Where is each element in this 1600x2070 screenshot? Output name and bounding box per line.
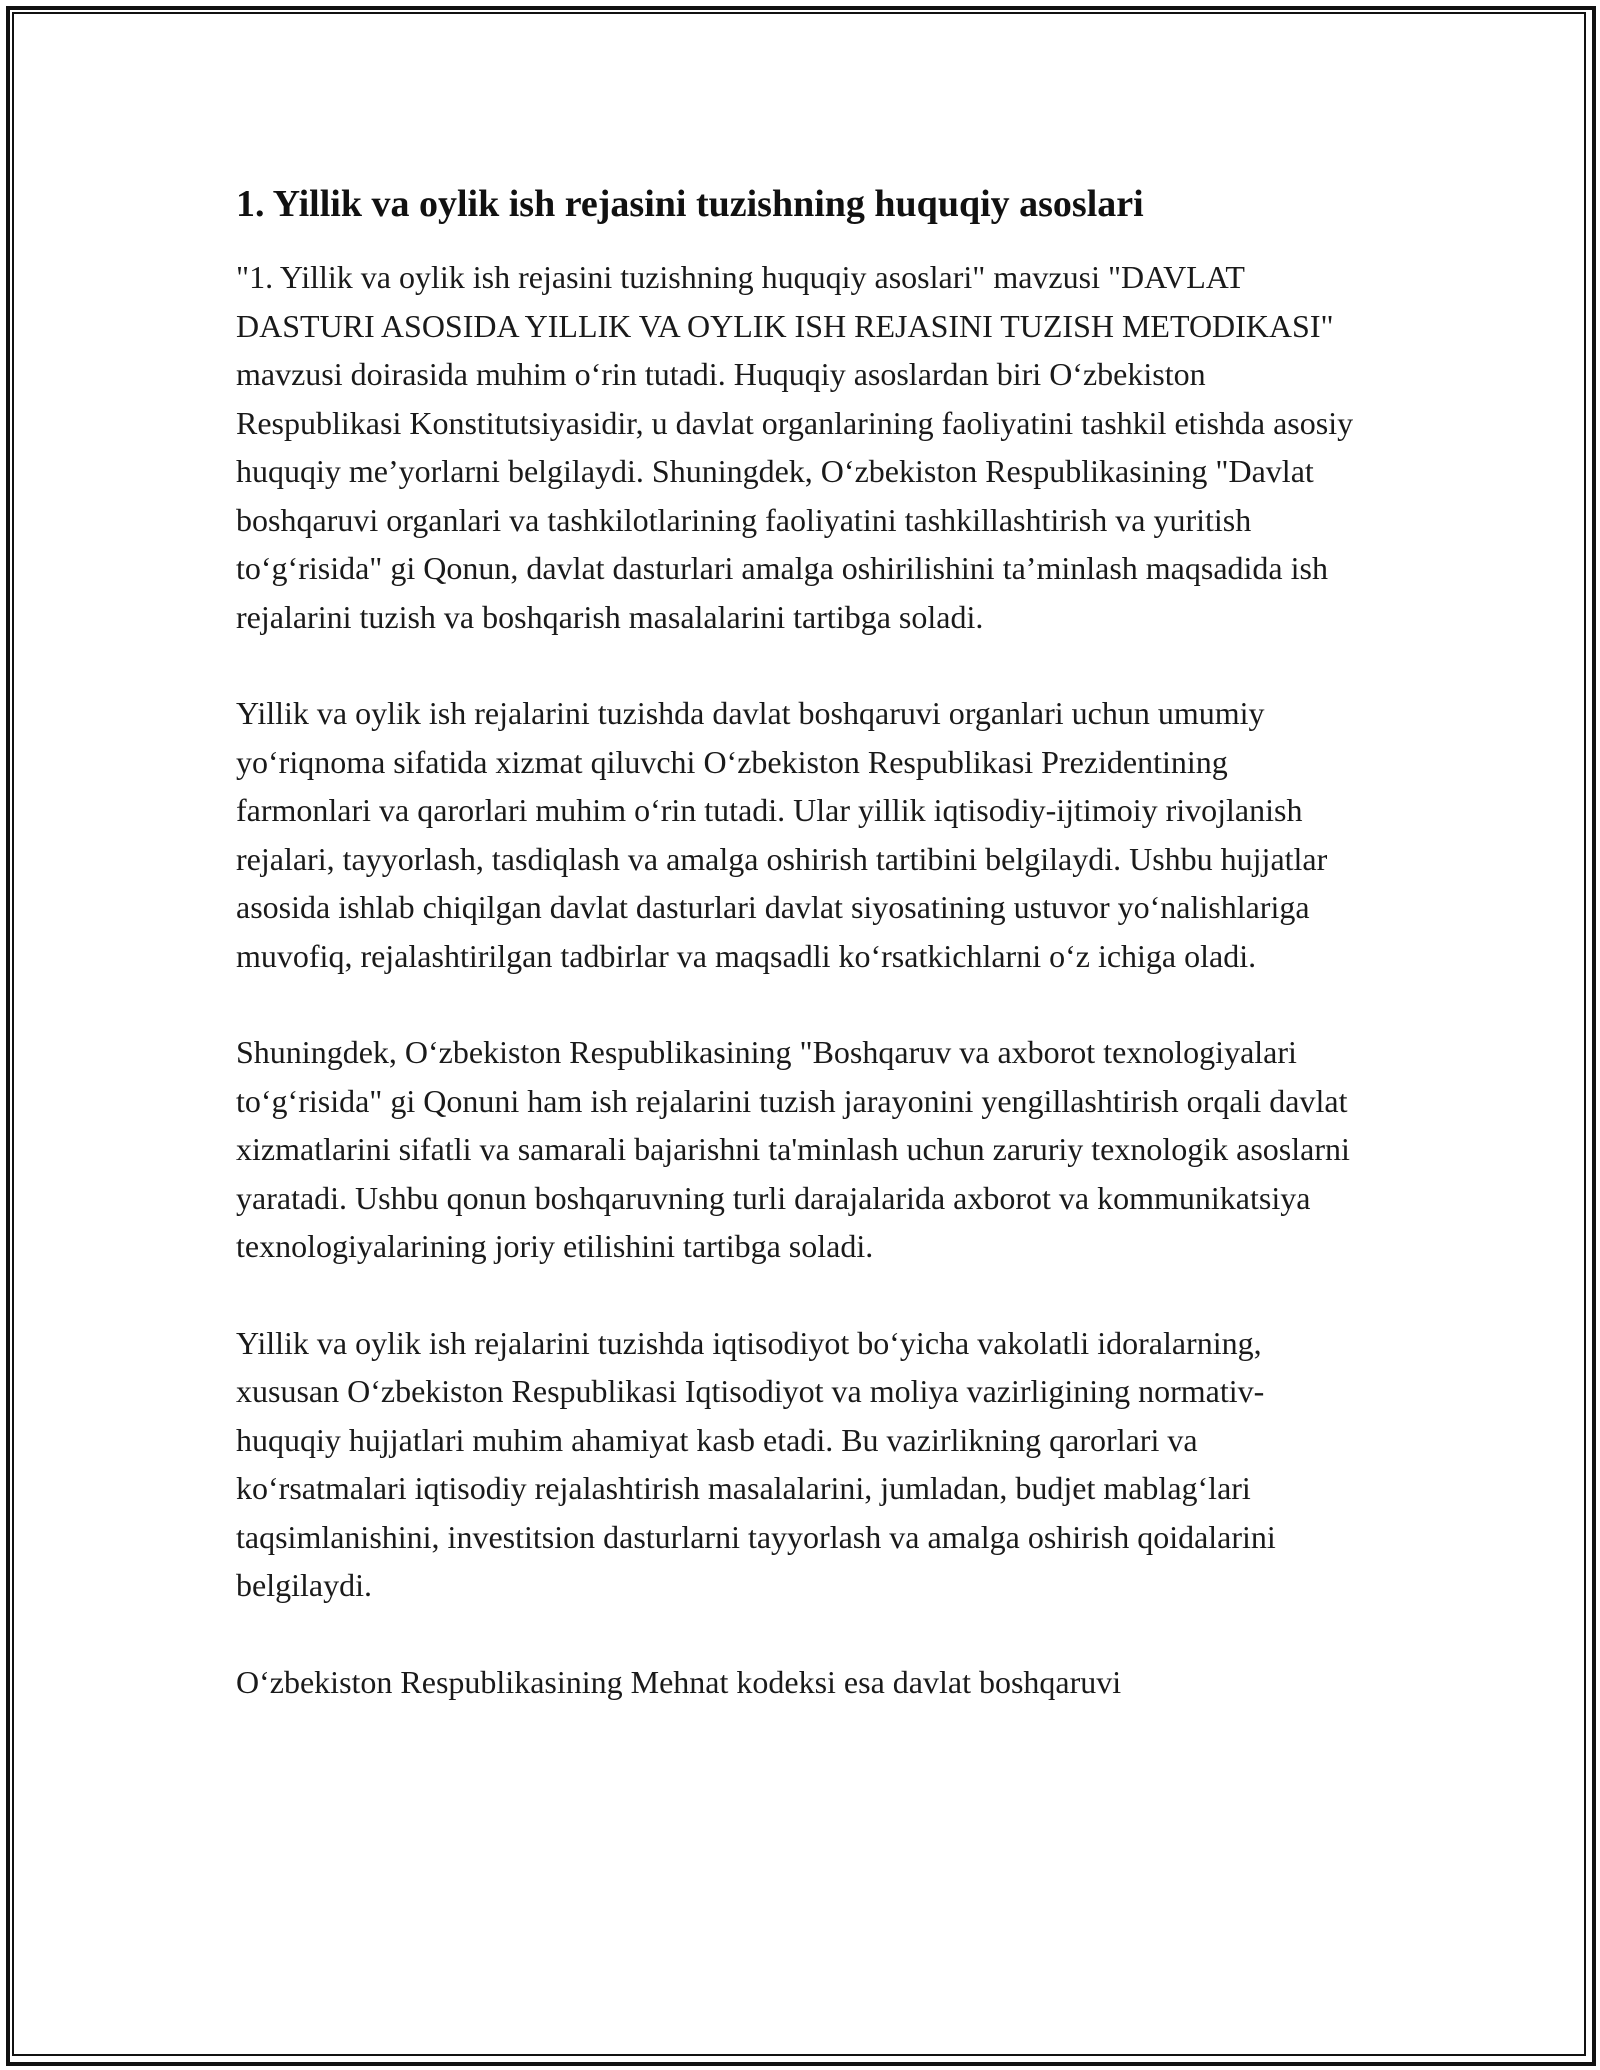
- paragraph-legal-basis: "1. Yillik va oylik ish rejasini tuzishning huquqiy asoslari" mavzusi "DAVLAT DASTURI ASOSIDA YILLIK VA OYLIK ISH REJASINI TUZISH METODIKASI" mavzusi doirasida muhim oʻrin tutadi. Huquqiy asoslardan biri Oʻzbekiston Respublikasi Konstitutsiyasidir, u davlat organlarining faoliyatini tashkil etishda asosiy huquqiy me’yorlarni belgilaydi. Shuningdek, Oʻzbekiston Respublikasining "Davlat boshqaruvi organlari va tashkilotlarining faoliyatini tashkillashtirish va yuritish toʻgʻrisida" gi Qonun, davlat dasturlari amalga oshirilishini ta’minlash maqsadida ish rejalarini tuzish va boshqarish masalalarini tartibga soladi.: [236, 259, 1354, 635]
- paragraph-ministry-economy: Yillik va oylik ish rejalarini tuzishda iqtisodiyot boʻyicha vakolatli idoralarning, xususan Oʻzbekiston Respublikasi Iqtisodiyot va moliya vazirligining normativ-huquqiy hujjatlari muhim ahamiyat kasb etadi. Bu vazirlikning qarorlari va koʻrsatmalari iqtisodiy rejalashtirish masalalarini, jumladan, budjet mablagʻlari taqsimlanishini, investitsion dasturlarni tayyorlash va amalga oshirish qoidalarini belgilaydi.: [236, 1324, 1276, 1604]
- section-heading: 1. Yillik va oylik ish rejasini tuzishning huquqiy asoslari: [236, 183, 1144, 225]
- paragraph-presidential-decrees: Yillik va oylik ish rejalarini tuzishda davlat boshqaruvi organlari uchun umumiy yoʻriqnoma sifatida xizmat qiluvchi Oʻzbekiston Respublikasi Prezidentining farmonlari va qarorlari muhim oʻrin tutadi. Ular yillik iqtisodiy-ijtimoiy rivojlanish rejalari, tayyorlash, tasdiqlash va amalga oshirish tartibini belgilaydi. Ushbu hujjatlar asosida ishlab chiqilgan davlat dasturlari davlat siyosatining ustuvor yoʻnalishlariga muvofiq, rejalashtirilgan tadbirlar va maqsadli koʻrsatkichlarni oʻz ichiga oladi.: [236, 695, 1328, 974]
- document-page: [236, 180, 1366, 1754]
- paragraph-labor-code: Oʻzbekiston Respublikasining Mehnat kodeksi esa davlat boshqaruvi: [236, 1663, 1122, 1700]
- paragraph-it-law: Shuningdek, Oʻzbekiston Respublikasining "Boshqaruv va axborot texnologiyalari toʻgʻrisida" gi Qonuni ham ish rejalarini tuzish jarayonini yengillashtirish orqali davlat xizmatlarini sifatli va samarali bajarishni ta'minlash uchun zaruriy texnologik asoslarni yaratadi. Ushbu qonun boshqaruvning turli darajalarida axborot va kommunikatsiya texnologiyalarining joriy etilishini tartibga soladi.: [236, 1034, 1350, 1265]
